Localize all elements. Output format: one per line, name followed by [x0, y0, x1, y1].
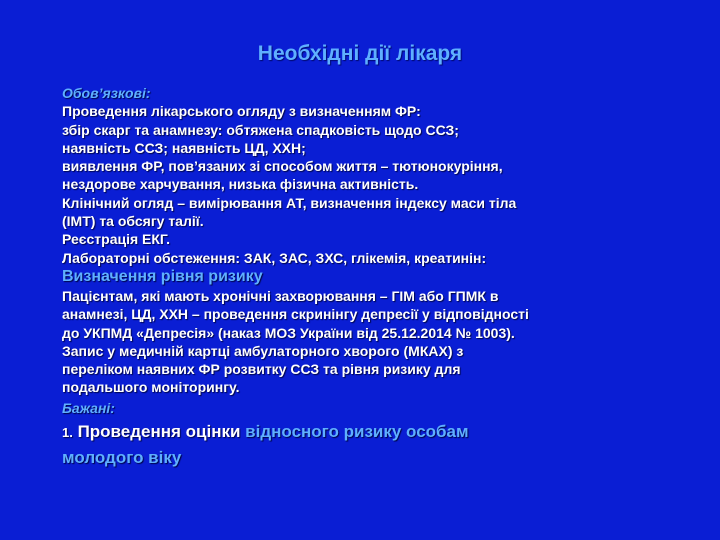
body-line: збір скарг та анамнезу: обтяжена спадковість щодо ССЗ;: [62, 121, 459, 138]
slide-body: [62, 84, 672, 470]
body-line: нездорове харчування, низька фізична активність.: [62, 176, 419, 193]
body-line: Реєстрація ЕКГ.: [62, 231, 171, 248]
risk-heading: Визначення рівня ризику: [62, 267, 263, 285]
body-line: переліком наявних ФР розвитку ССЗ та рівня ризику для: [62, 361, 461, 378]
body-line: (ІМТ) та обсягу талії.: [62, 213, 204, 230]
body-line: наявність ССЗ; наявність ЦД, ХХН;: [62, 139, 306, 156]
desired-item: [62, 419, 672, 445]
body-line: Проведення лікарського огляду з визначенням ФР:: [62, 103, 421, 120]
body-line: подальшого моніторингу.: [62, 379, 240, 396]
body-line: Запис у медичній картці амбулаторного хворого (МКАХ) з: [62, 342, 464, 359]
item-text-accent: відносного ризику особам: [240, 422, 469, 442]
body-line: Клінічний огляд – вимірювання АТ, визначення індексу маси тіла: [62, 194, 517, 211]
required-label: Обов’язкові:: [62, 85, 151, 101]
item-number: 1.: [62, 425, 73, 441]
desired-label: Бажані:: [62, 399, 115, 416]
body-line: Лабораторні обстеження: ЗАК, ЗАС, ЗХС, глікемія, креатинін:: [62, 249, 487, 266]
body-line: до УКПМД «Депресія» (наказ МОЗ України від 25.12.2014 № 1003).: [62, 324, 515, 341]
desired-item-line2: [62, 445, 672, 470]
body-line: анамнезі, ЦД, ХХН – проведення скринінгу депресії у відповідності: [62, 306, 529, 323]
body-line: виявлення ФР, пов’язаних зі способом життя – тютюнокуріння,: [62, 158, 503, 175]
item-text-line2: молодого віку: [62, 448, 182, 468]
slide-title: Необхідні дії лікаря: [257, 42, 463, 65]
body-line: Пацієнтам, які мають хронічні захворювання – ГІМ або ГПМК в: [62, 287, 499, 304]
item-text-white: Проведення оцінки: [72, 422, 241, 442]
